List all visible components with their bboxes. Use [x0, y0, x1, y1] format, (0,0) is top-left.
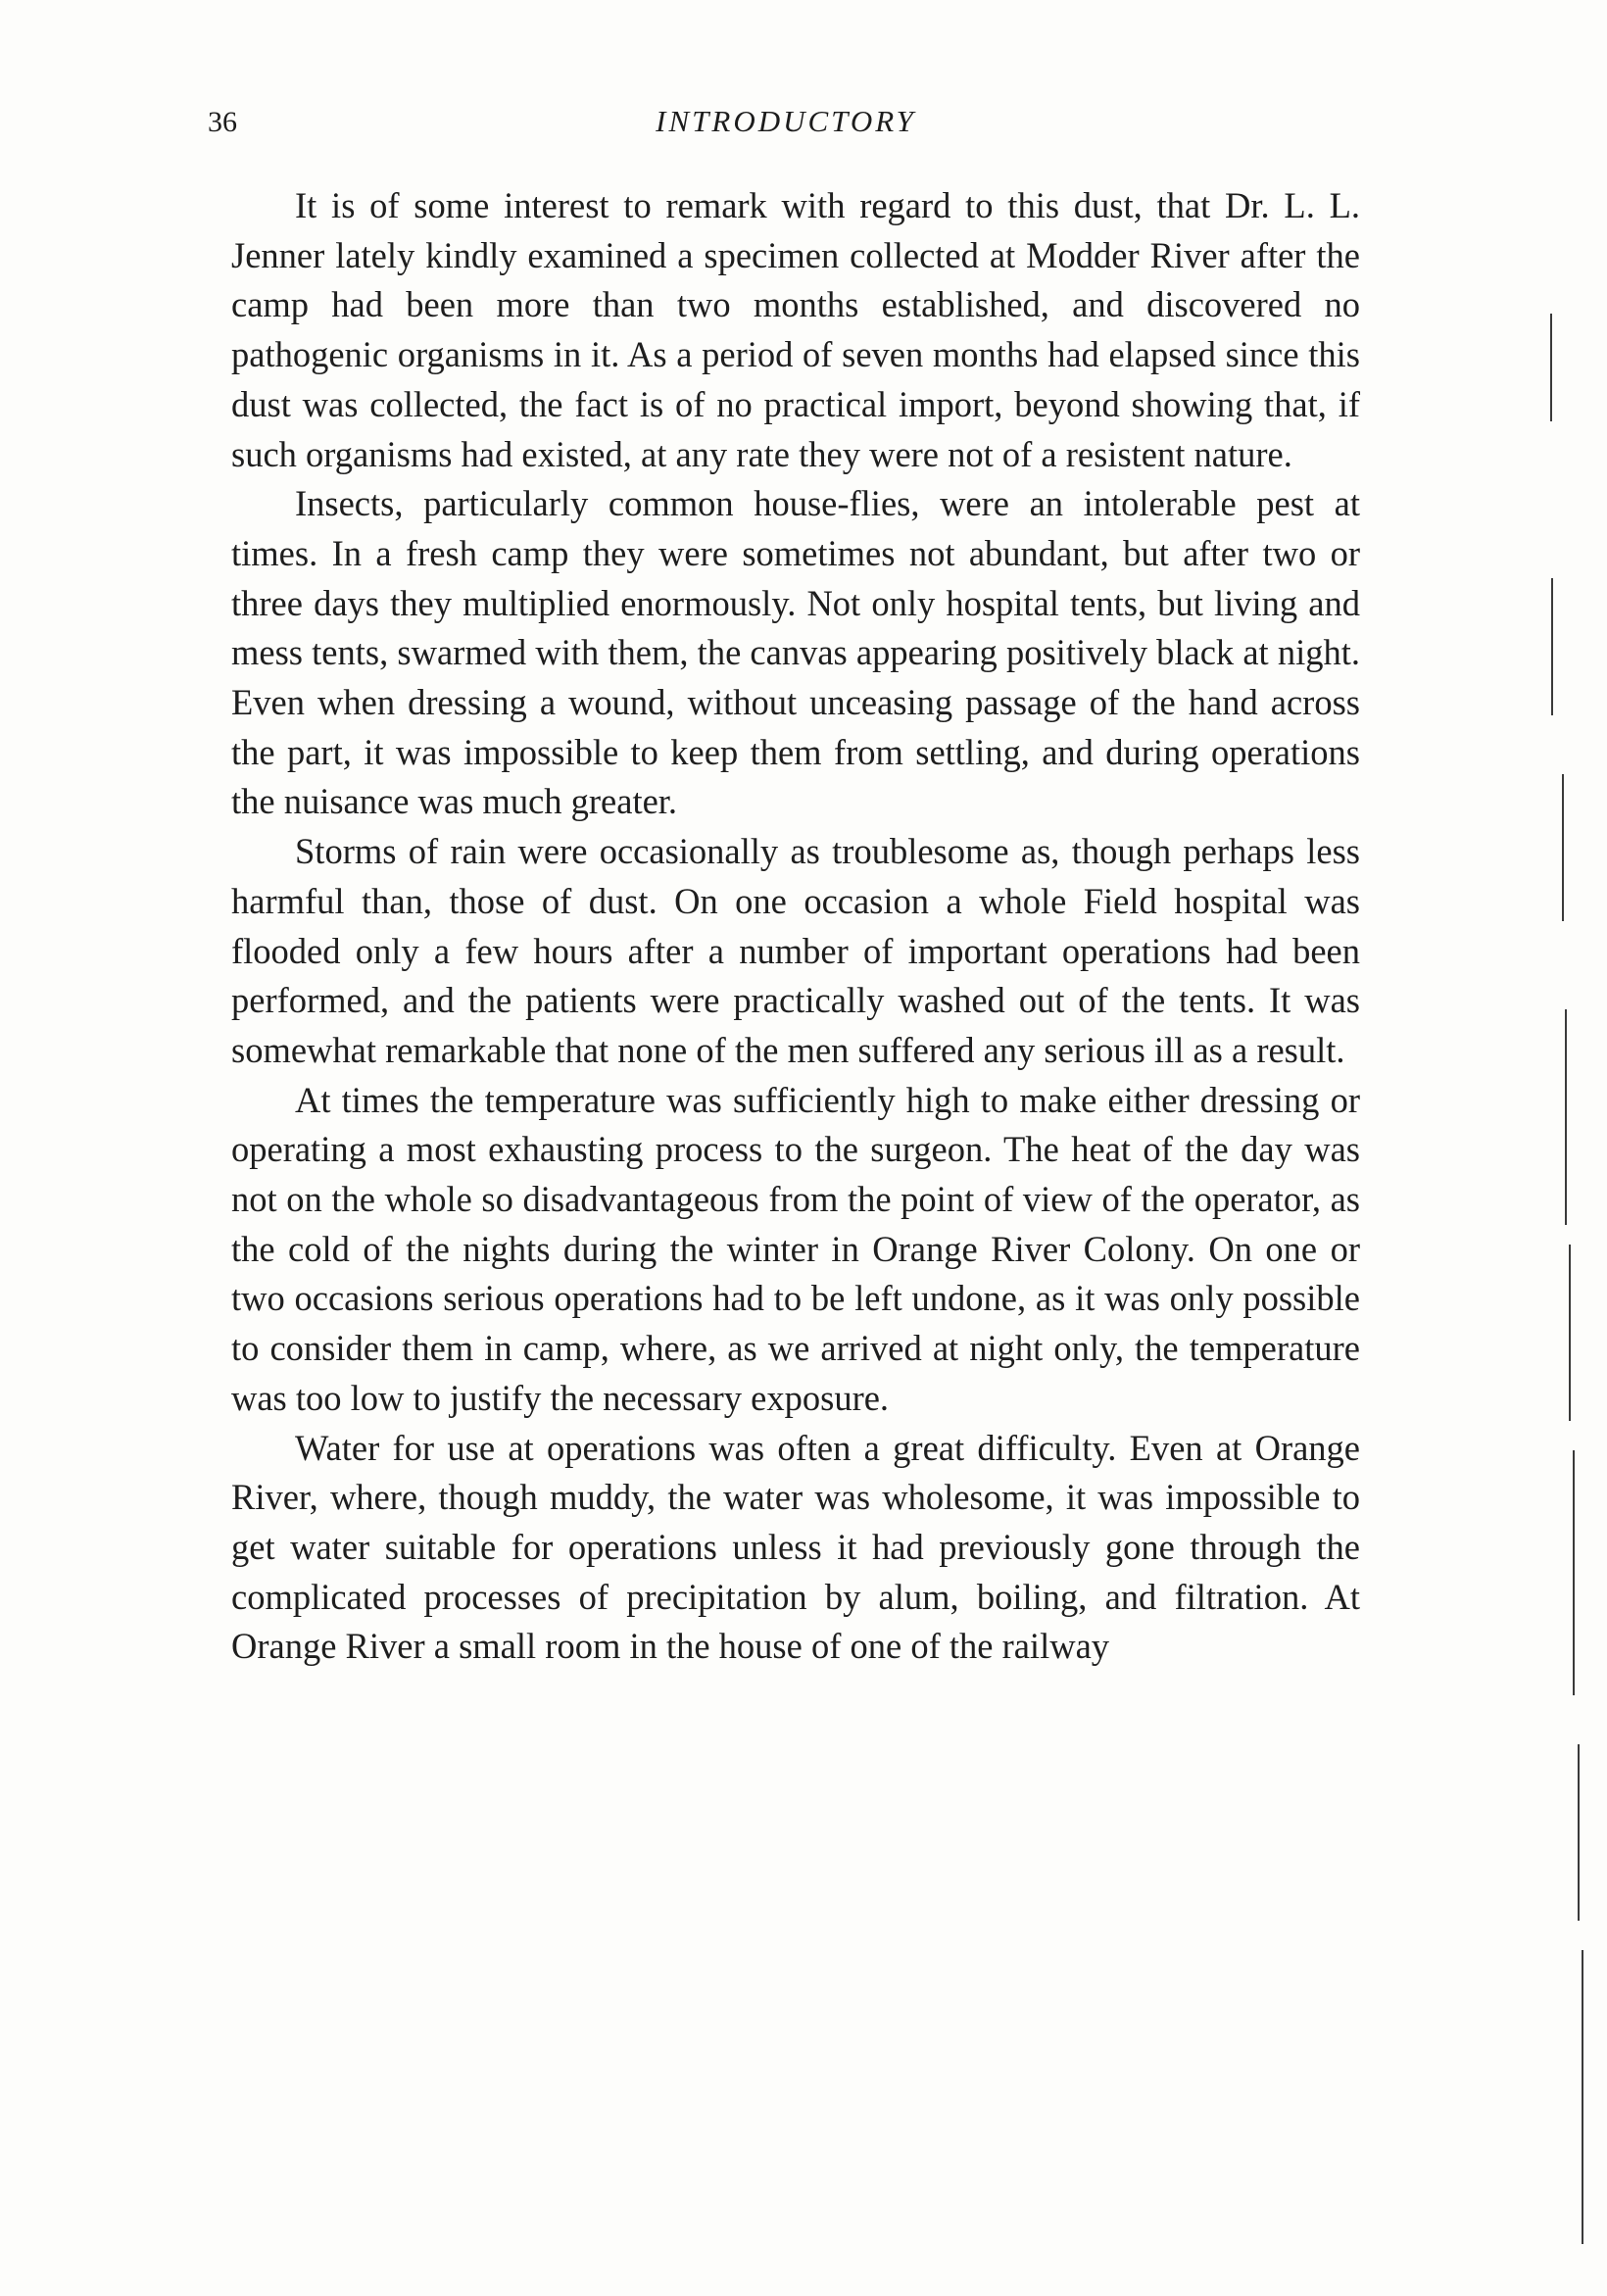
- gutter-scan-mark: [1562, 774, 1564, 921]
- paragraph-dust: It is of some interest to remark with regard to this dust, that Dr. L. L. Jenner lately kindly examined a specimen collected at Modder River after the camp had been more than two months established, and discovered no pathogenic organisms in it. As a period of seven months had elapsed since this dust was collected, the fact is of no practical import, beyond showing that, if such organisms had existed, at any rate they were not of a resistent nature.: [231, 185, 1360, 474]
- paragraph-water: Water for use at operations was often a great difficulty. Even at Orange River, where, though muddy, the water was wholesome, it was impossible to get water suitable for operations unless it had previously gone through the complicated processes of precipitation by alum, boiling, and filtration. At Orange River a small room in the house of one of the railway: [231, 1427, 1360, 1667]
- running-head: [208, 98, 1364, 157]
- gutter-scan-mark: [1569, 1245, 1571, 1421]
- gutter-scan-mark: [1582, 1950, 1583, 2244]
- gutter-scan-mark: [1578, 1744, 1580, 1921]
- body-text: [231, 181, 1360, 1672]
- gutter-scan-mark: [1565, 1009, 1567, 1225]
- gutter-scan-mark: [1550, 314, 1552, 421]
- header-title: INTRODUCTORY: [656, 104, 916, 138]
- gutter-scan-mark: [1573, 1450, 1575, 1695]
- paragraph-rain-storms: Storms of rain were occasionally as troublesome as, though perhaps less harmful than, those of dust. On one occasion a whole Field hospital was flooded only a few hours after a number of important operations had been performed, and the patients were practically washed out of the tents. It was somewhat remarkable that none of the men suffered any serious ill as a result.: [231, 831, 1360, 1070]
- paragraph-temperature: At times the temperature was sufficiently high to make either dressing or operating a most exhausting process to the surgeon. The heat of the day was not on the whole so disadvantageous from the point of view of the operator, as the cold of the nights during the winter in Orange River Colony. On one or two occasions serious operations had to be left undone, as it was only possible to consider them in camp, where, as we arrived at night only, the temperature was too low to justify the necessary exposure.: [231, 1079, 1360, 1418]
- page-number: 36: [208, 106, 237, 138]
- gutter-scan-mark: [1551, 578, 1553, 715]
- paragraph-insects: Insects, particularly common house-flies, were an intolerable pest at times. In a fresh camp they were sometimes not abundant, but after two or three days they multiplied enormously. Not only hospital tents, but living and mess tents, swarmed with them, the canvas appearing positively black at night. Even when dressing a wound, without unceasing passage of the hand across the part, it was impossible to keep them from settling, and during operations the nuisance was much greater.: [231, 483, 1360, 822]
